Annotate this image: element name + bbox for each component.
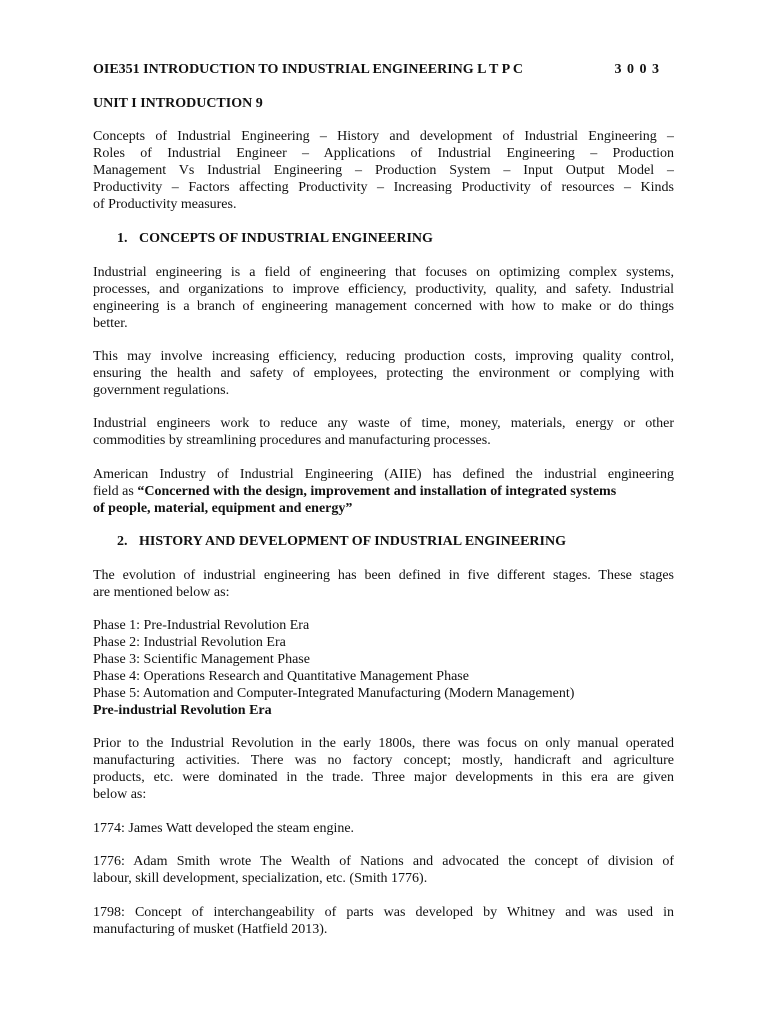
definition-lead: field as bbox=[93, 484, 138, 499]
paragraph-line: ensuring the health and safety of employees, protecting the environment or complying with bbox=[93, 366, 674, 381]
course-header bbox=[93, 61, 674, 78]
event-1798-line: manufacturing of musket (Hatfield 2013). bbox=[93, 922, 328, 937]
event-1774: 1774: James Watt developed the steam engine. bbox=[93, 821, 355, 836]
paragraph-line: Prior to the Industrial Revolution in the early 1800s, there was focus on only manual operated bbox=[93, 736, 674, 751]
phase-item: Phase 2: Industrial Revolution Era bbox=[93, 635, 286, 650]
event-1776-line: 1776: Adam Smith wrote The Wealth of Nations and advocated the concept of division of bbox=[93, 854, 674, 869]
phase-item: Phase 3: Scientific Management Phase bbox=[93, 652, 310, 667]
section-2-heading: HISTORY AND DEVELOPMENT OF INDUSTRIAL ENGINEERING bbox=[139, 534, 566, 549]
paragraph-line: Industrial engineers work to reduce any waste of time, money, materials, energy or other bbox=[93, 416, 674, 431]
paragraph-line: The evolution of industrial engineering has been defined in five different stages. These stages bbox=[93, 568, 674, 583]
event-1776-line: labour, skill development, specialization, etc. (Smith 1776). bbox=[93, 871, 428, 886]
definition-quote: “Concerned with the design, improvement and installation of integrated systems bbox=[137, 484, 617, 499]
course-credits: 3 0 0 3 bbox=[614, 62, 660, 77]
definition-quote-end: of people, material, equipment and energy” bbox=[93, 501, 353, 516]
syllabus-line: Productivity – Factors affecting Productivity – Increasing Productivity of resources – Kinds bbox=[93, 180, 674, 195]
section-1-heading: CONCEPTS OF INDUSTRIAL ENGINEERING bbox=[139, 231, 433, 246]
syllabus-line: Concepts of Industrial Engineering – History and development of Industrial Engineering – bbox=[93, 129, 674, 144]
paragraph-line: government regulations. bbox=[93, 383, 230, 398]
paragraph-line: Industrial engineering is a field of engineering that focuses on optimizing complex systems, bbox=[93, 265, 674, 280]
event-1798-line: 1798: Concept of interchangeability of parts was developed by Whitney and was used in bbox=[93, 905, 674, 920]
paragraph-line: American Industry of Industrial Engineering (AIIE) has defined the industrial engineering bbox=[93, 467, 674, 482]
paragraph-line: products, etc. were dominated in the trade. Three major developments in this era are given bbox=[93, 770, 674, 785]
paragraph-line: engineering is a branch of engineering management concerned with how to make or do things bbox=[93, 299, 674, 314]
section-2-number: 2. bbox=[117, 534, 128, 549]
paragraph-line: manufacturing activities. There was no factory concept; mostly, handicraft and agriculture bbox=[93, 753, 674, 768]
syllabus-line: Management Vs Industrial Engineering – Production System – Input Output Model – bbox=[93, 163, 674, 178]
syllabus-line: Roles of Industrial Engineer – Applications of Industrial Engineering – Production bbox=[93, 146, 674, 161]
paragraph-line: below as: bbox=[93, 787, 147, 802]
paragraph-line: better. bbox=[93, 316, 128, 331]
paragraph-line: commodities by streamlining procedures and manufacturing processes. bbox=[93, 433, 491, 448]
section-1-number: 1. bbox=[117, 231, 128, 246]
syllabus-line: of Productivity measures. bbox=[93, 197, 237, 212]
paragraph-line: This may involve increasing efficiency, reducing production costs, improving quality control, bbox=[93, 349, 674, 364]
phase-item: Phase 4: Operations Research and Quantitative Management Phase bbox=[93, 669, 469, 684]
course-title: OIE351 INTRODUCTION TO INDUSTRIAL ENGINEERING L T P C bbox=[93, 62, 523, 77]
definition-line bbox=[93, 483, 674, 500]
subheading: Pre-industrial Revolution Era bbox=[93, 703, 272, 718]
phase-item: Phase 5: Automation and Computer-Integrated Manufacturing (Modern Management) bbox=[93, 686, 575, 701]
unit-title: UNIT I INTRODUCTION 9 bbox=[93, 96, 263, 111]
paragraph-line: are mentioned below as: bbox=[93, 585, 230, 600]
paragraph-line: processes, and organizations to improve efficiency, productivity, quality, and safety. Industrial bbox=[93, 282, 674, 297]
phase-item: Phase 1: Pre-Industrial Revolution Era bbox=[93, 618, 310, 633]
